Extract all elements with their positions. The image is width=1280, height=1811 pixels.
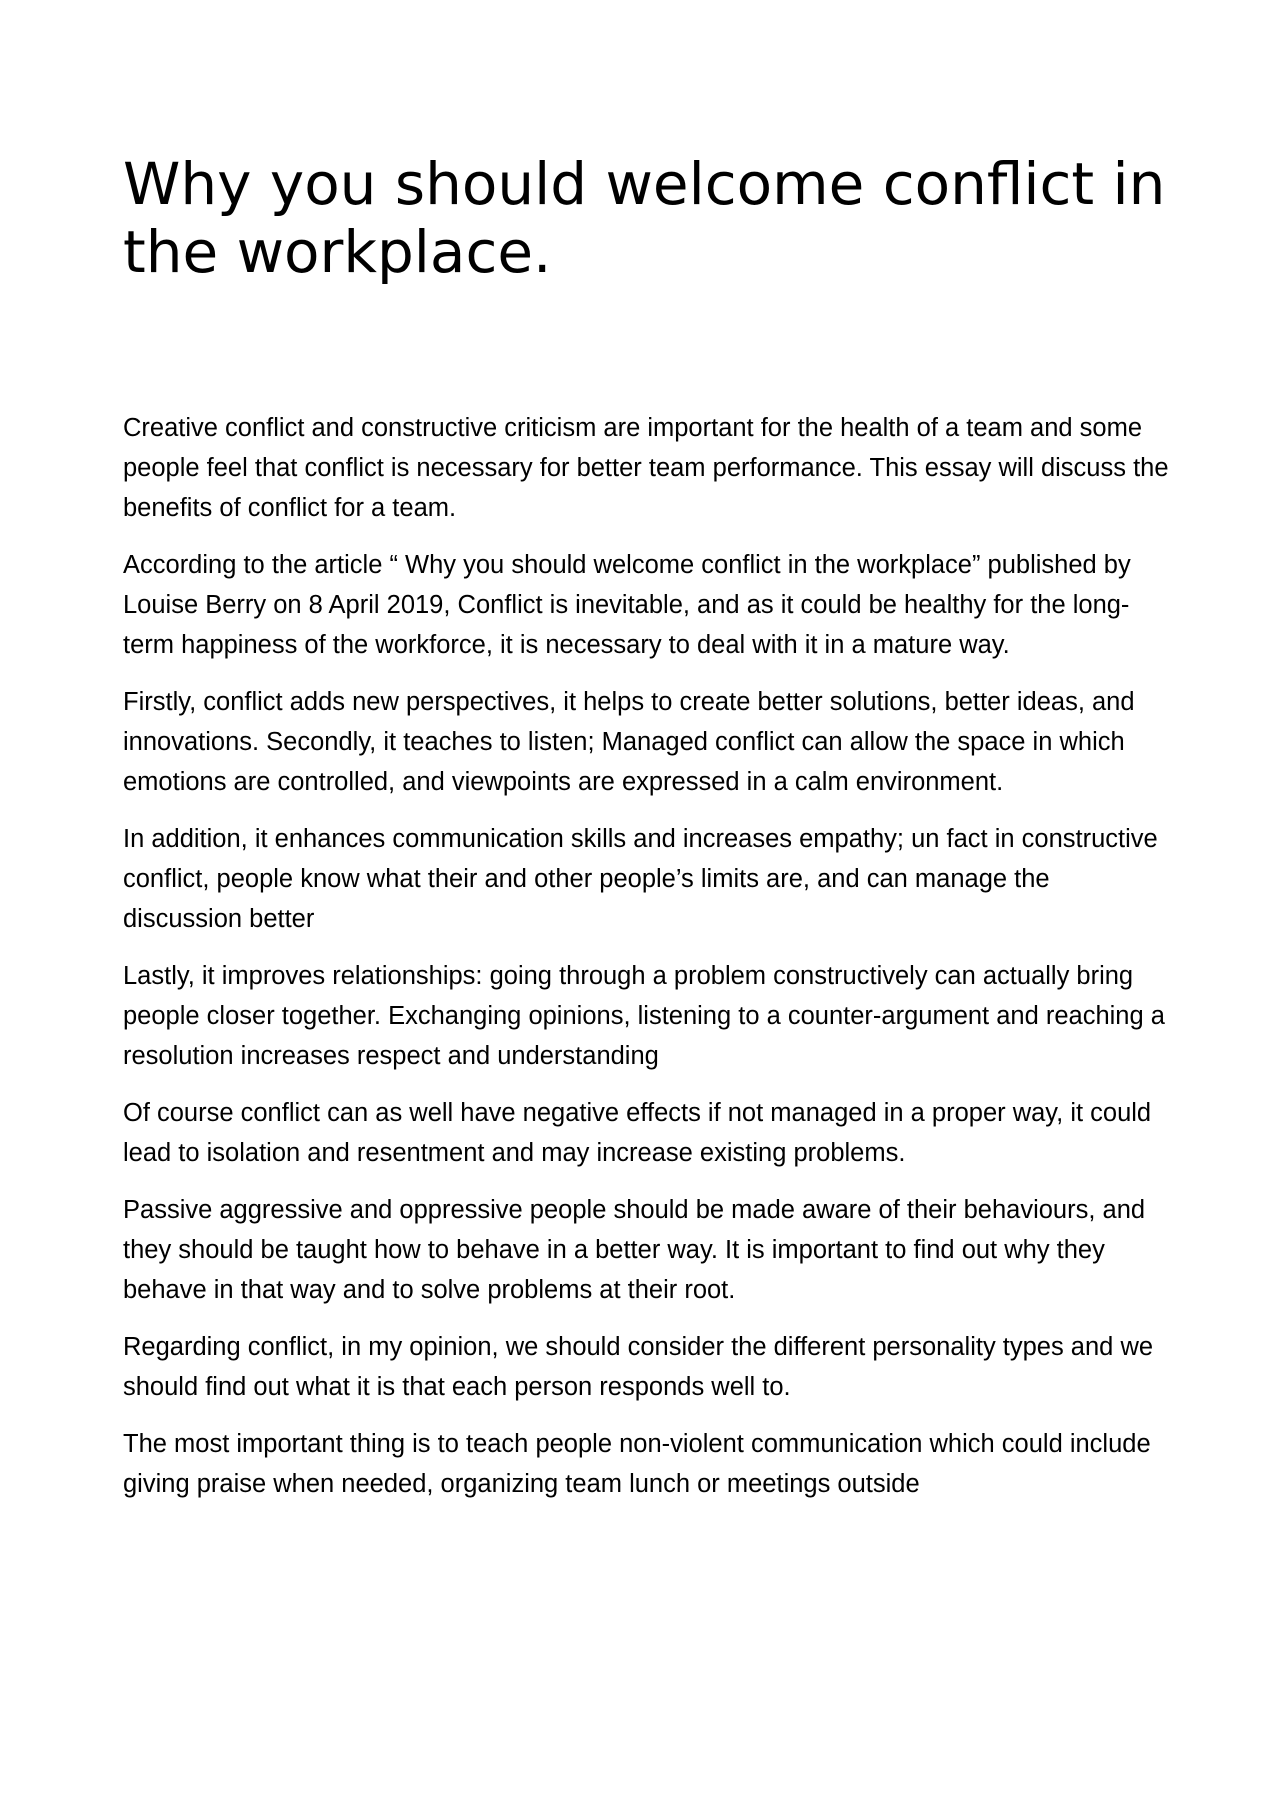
paragraph-intro: Creative conflict and constructive criticism are important for the health of a team and some people feel that conflict is necessary for better team performance. This essay will discuss the benefits of conflict for a team. xyxy=(123,414,1169,522)
paragraph-perspectives: Firstly, conflict adds new perspectives, it helps to create better solutions, better ideas, and innovations. Secondly, it teaches to listen; Managed conflict can allow the space in which emotions are controlled, and viewpoints are expressed in a calm environment. xyxy=(123,688,1135,796)
paragraph-passive-aggressive: Passive aggressive and oppressive people should be made aware of their behaviours, and they should be taught how to behave in a better way. It is important to find out why they behave in that way and to solve problems at their root. xyxy=(123,1196,1146,1304)
paragraph-opinion: Regarding conflict, in my opinion, we should consider the different personality types and we should find out what it is that each person responds well to. xyxy=(123,1333,1154,1401)
paragraph-non-violent-communication: The most important thing is to teach people non-violent communication which could include giving praise when needed, organizing team lunch or meetings outside xyxy=(123,1430,1151,1498)
paragraph-relationships: Lastly, it improves relationships: going through a problem constructively can actually bring people closer together. Exchanging opinions, listening to a counter-argument and reaching a resolution increases respect and understanding xyxy=(123,962,1165,1070)
paragraph-negative-effects: Of course conflict can as well have negative effects if not managed in a proper way, it could lead to isolation and resentment and may increase existing problems. xyxy=(123,1099,1152,1167)
paragraph-communication: In addition, it enhances communication skills and increases empathy; un fact in constructive conflict, people know what their and other people’s limits are, and can manage the discussion better xyxy=(123,825,1158,933)
document-title: Why you should welcome conflict in the workplace. xyxy=(123,150,1166,286)
document-body xyxy=(123,408,1173,1521)
paragraph-article-reference: According to the article “ Why you should welcome conflict in the workplace” published by Louise Berry on 8 April 2019, Conflict is inevitable, and as it could be healthy for the long-term happiness of the workforce, it is necessary to deal with it in a mature way. xyxy=(123,551,1131,659)
